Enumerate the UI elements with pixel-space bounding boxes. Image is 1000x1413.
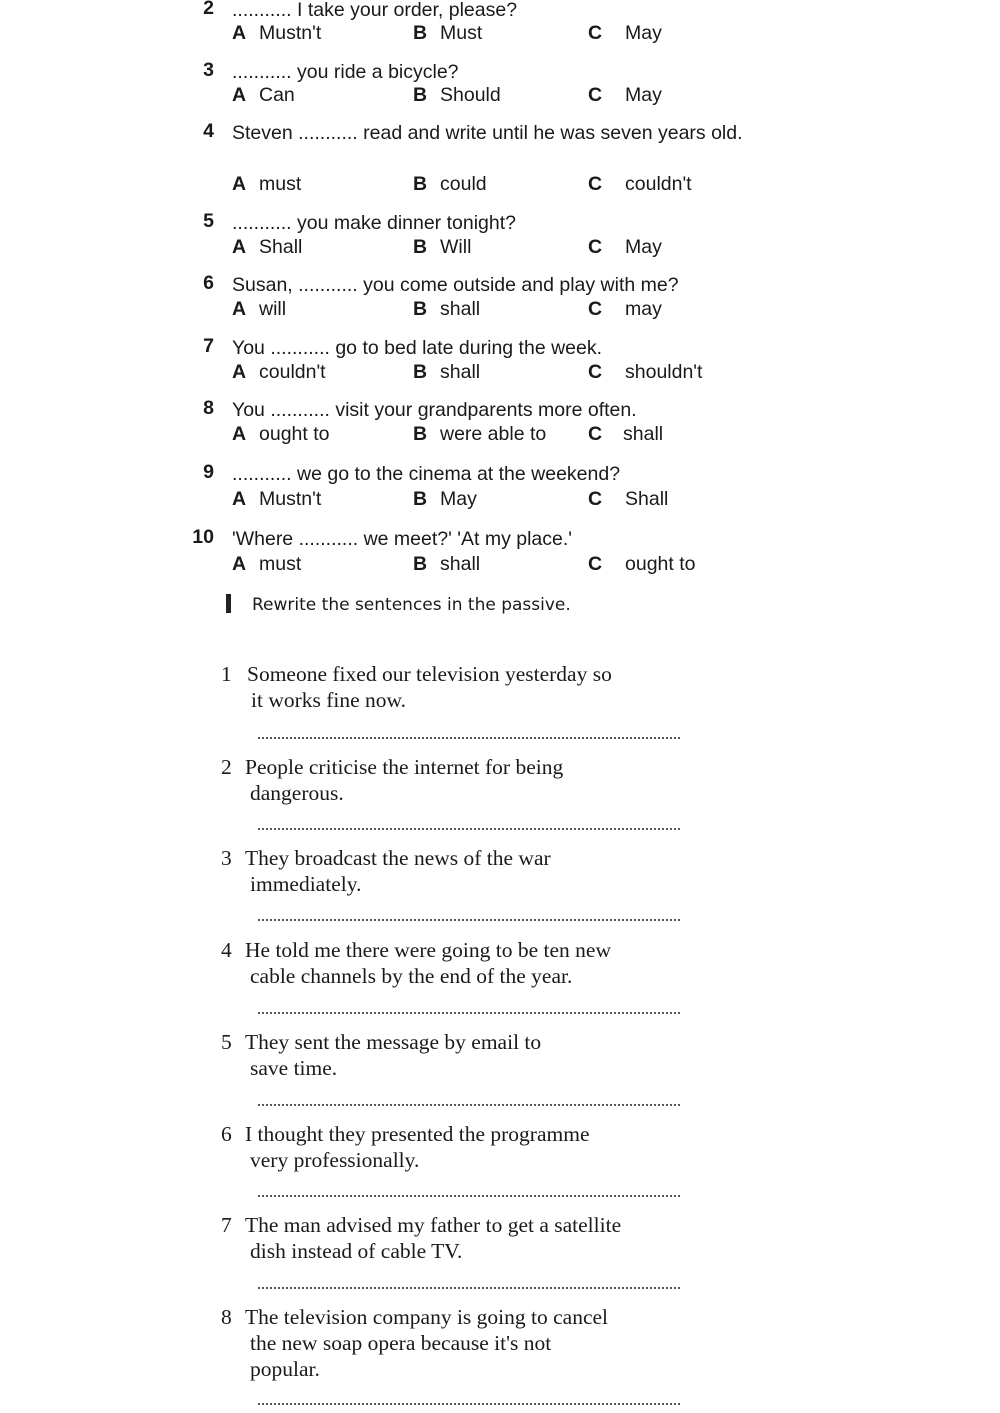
question-number: 8: [203, 397, 214, 419]
sentence-line: They broadcast the news of the war: [245, 846, 551, 870]
option-letter: A: [232, 553, 247, 575]
question-number: 6: [203, 272, 214, 294]
option-text: couldn't: [625, 173, 692, 195]
answer-line[interactable]: [258, 737, 680, 739]
option-text: shall: [440, 361, 481, 383]
option-text: Can: [259, 84, 295, 106]
option-letter: C: [588, 298, 603, 320]
option-text: May: [440, 488, 477, 510]
question-stem: You ........... go to bed late during the week.: [232, 337, 603, 359]
option-text: ought to: [625, 553, 696, 575]
option-c: [588, 173, 692, 196]
sentence-line: dish instead of cable TV.: [250, 1239, 463, 1263]
option-letter: B: [413, 298, 428, 320]
option-letter: B: [413, 488, 428, 510]
item-number: 8: [221, 1305, 232, 1329]
option-text: ought to: [259, 423, 330, 445]
question-stem: 'Where ........... we meet?' 'At my place.': [232, 528, 573, 550]
option-letter: B: [413, 84, 428, 106]
sentence-line: dangerous.: [250, 781, 344, 805]
option-text: will: [259, 298, 287, 320]
option-text: Mustn't: [259, 22, 322, 44]
option-b: [413, 298, 480, 321]
question-number: 10: [192, 526, 214, 548]
item-number: 2: [221, 755, 232, 779]
section-instruction: Rewrite the sentences in the passive.: [252, 595, 571, 615]
option-a: [232, 423, 329, 446]
question-number: 7: [203, 335, 214, 357]
question-stem: ........... I take your order, please?: [232, 0, 518, 21]
option-letter: C: [588, 423, 603, 445]
option-c: [588, 236, 662, 259]
option-letter: C: [588, 553, 603, 575]
question-stem: ........... you make dinner tonight?: [232, 212, 516, 234]
option-c: [588, 84, 662, 107]
sentence-line: The television company is going to cancel: [245, 1305, 609, 1329]
question-number: 2: [203, 0, 214, 19]
option-text: shall: [440, 298, 481, 320]
answer-line[interactable]: [258, 1287, 680, 1289]
item-number: 7: [221, 1213, 232, 1237]
question-stem: Susan, ........... you come outside and play with me?: [232, 274, 679, 296]
option-b: [413, 236, 471, 259]
option-text: May: [625, 236, 662, 258]
sentence-line: cable channels by the end of the year.: [250, 964, 573, 988]
sentence-line: immediately.: [250, 872, 362, 896]
option-letter: A: [232, 22, 247, 44]
option-letter: A: [232, 236, 247, 258]
sentence-line: I thought they presented the programme: [245, 1122, 590, 1146]
option-letter: A: [232, 423, 247, 445]
option-a: [232, 298, 286, 321]
option-text: must: [259, 553, 302, 575]
sentence-line: They sent the message by email to: [245, 1030, 542, 1054]
item-number: 5: [221, 1030, 232, 1054]
option-c: [588, 298, 662, 321]
question-number: 5: [203, 210, 214, 232]
question-stem: You ........... visit your grandparents more often.: [232, 399, 637, 421]
option-text: Shall: [259, 236, 303, 258]
option-letter: A: [232, 84, 247, 106]
option-letter: A: [232, 173, 247, 195]
option-c: [588, 553, 695, 576]
question-number: 9: [203, 461, 214, 483]
option-b: [413, 22, 482, 45]
option-c: [588, 488, 668, 511]
option-text: shall: [623, 423, 664, 445]
option-letter: B: [413, 236, 428, 258]
option-text: Will: [440, 236, 472, 258]
option-letter: B: [413, 173, 428, 195]
option-letter: A: [232, 361, 247, 383]
item-number: 3: [221, 846, 232, 870]
question-stem: ........... you ride a bicycle?: [232, 61, 459, 83]
option-text: May: [625, 22, 662, 44]
answer-line[interactable]: [258, 919, 680, 921]
item-number: 6: [221, 1122, 232, 1146]
option-text: shouldn't: [625, 361, 703, 383]
option-text: must: [259, 173, 302, 195]
sentence-line: He told me there were going to be ten new: [245, 938, 611, 962]
option-c: [588, 361, 702, 384]
sentence-line: the new soap opera because it's not: [250, 1331, 552, 1355]
option-b: [413, 488, 477, 511]
item-sentence: [245, 845, 691, 897]
option-text: couldn't: [259, 361, 326, 383]
answer-line[interactable]: [258, 1403, 680, 1405]
option-letter: C: [588, 361, 603, 383]
option-a: [232, 22, 321, 45]
sentence-line: popular.: [250, 1357, 320, 1381]
option-a: [232, 361, 326, 384]
option-a: [232, 84, 295, 107]
option-b: [413, 84, 501, 107]
option-letter: C: [588, 488, 603, 510]
option-text: Mustn't: [259, 488, 322, 510]
section-marker: [226, 594, 231, 613]
option-letter: B: [413, 423, 428, 445]
answer-line[interactable]: [258, 828, 680, 830]
sentence-line: very professionally.: [250, 1148, 420, 1172]
item-number: 1: [221, 662, 232, 686]
item-sentence: [245, 1212, 691, 1264]
option-b: [413, 361, 480, 384]
option-text: Must: [440, 22, 483, 44]
item-sentence: [245, 937, 691, 989]
sentence-line: The man advised my father to get a satellite: [245, 1213, 622, 1237]
item-sentence: [245, 754, 691, 806]
question-stem: ........... we go to the cinema at the weekend?: [232, 463, 621, 485]
sentence-line: Someone fixed our television yesterday so: [247, 662, 612, 686]
sentence-line: it works fine now.: [251, 688, 407, 712]
item-number: 4: [221, 938, 232, 962]
option-letter: A: [232, 488, 247, 510]
answer-line[interactable]: [258, 1195, 680, 1197]
option-letter: B: [413, 553, 428, 575]
option-a: [232, 173, 301, 196]
question-number: 4: [203, 120, 214, 142]
option-letter: C: [588, 84, 603, 106]
item-sentence: [247, 661, 693, 713]
option-b: [413, 423, 546, 446]
option-letter: A: [232, 298, 247, 320]
answer-line[interactable]: [258, 1104, 680, 1106]
option-c: [588, 22, 662, 45]
answer-line[interactable]: [258, 1012, 680, 1014]
question-number: 3: [203, 59, 214, 81]
item-sentence: [245, 1029, 691, 1081]
option-a: [232, 236, 302, 259]
option-text: were able to: [440, 423, 547, 445]
option-text: may: [625, 298, 662, 320]
option-letter: B: [413, 361, 428, 383]
item-sentence: [245, 1121, 691, 1173]
option-letter: C: [588, 22, 603, 44]
option-text: Shall: [625, 488, 669, 510]
option-b: [413, 553, 480, 576]
option-b: [413, 173, 487, 196]
item-sentence: [245, 1304, 691, 1382]
sentence-line: save time.: [250, 1056, 338, 1080]
option-text: shall: [440, 553, 481, 575]
option-text: Should: [440, 84, 501, 106]
option-text: May: [625, 84, 662, 106]
option-a: [232, 488, 321, 511]
option-letter: C: [588, 236, 603, 258]
option-text: could: [440, 173, 487, 195]
option-c: [588, 423, 663, 446]
option-letter: B: [413, 22, 428, 44]
section-heading: [226, 594, 571, 615]
option-letter: C: [588, 173, 603, 195]
sentence-line: People criticise the internet for being: [245, 755, 564, 779]
option-a: [232, 553, 301, 576]
question-stem: Steven ........... read and write until he was seven years old.: [232, 122, 743, 144]
